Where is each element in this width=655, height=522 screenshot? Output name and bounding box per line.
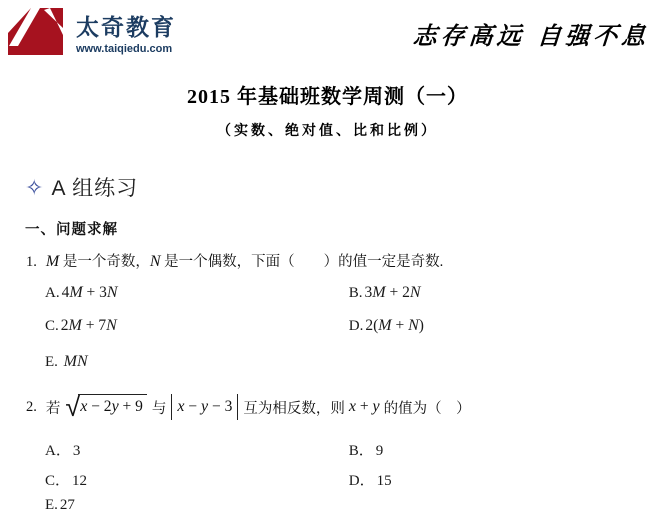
question-1-stem xyxy=(26,250,443,271)
brand-block xyxy=(76,9,176,55)
math-var: M xyxy=(45,253,60,270)
brand-url: www.taiqiedu.com xyxy=(76,43,173,55)
xy-expression: x + y xyxy=(348,398,380,415)
absolute-value-expression: x − y − 3 xyxy=(171,394,238,420)
option-label: B. xyxy=(348,285,363,301)
stem-text: 与 xyxy=(151,400,167,417)
option-label: E. xyxy=(45,354,58,370)
option-A: A． 3 xyxy=(45,443,81,459)
q1-options-row-1 xyxy=(45,284,421,302)
option-label: D. xyxy=(348,318,364,334)
option-C: C． 12 xyxy=(45,473,88,489)
group-heading xyxy=(25,172,138,202)
stem-text: 的值为（ ） xyxy=(383,400,471,417)
question-1-number: 1. xyxy=(26,254,37,270)
diamond-bullet-icon: ✧ xyxy=(25,175,45,200)
part-heading: 一、问题求解 xyxy=(25,222,118,238)
option-C: C. 2M + 7N xyxy=(45,317,117,334)
group-heading-label: A 组练习 xyxy=(51,177,139,200)
q2-options-row-1 xyxy=(45,439,383,460)
option-label: A. xyxy=(45,285,60,301)
question-2-stem xyxy=(26,390,471,424)
q2-options-row-2 xyxy=(45,469,392,490)
stem-text: 是一个偶数，下面（ ）的值一定是奇数. xyxy=(160,254,444,270)
option-E: E. MN xyxy=(45,353,88,370)
option-B: B. 3M + 2N xyxy=(348,284,421,301)
math-var: N xyxy=(149,253,161,270)
sqrt-expression: √ x − 2y + 9 xyxy=(65,394,147,421)
option-A: A. 4M + 3N xyxy=(45,284,118,301)
q1-options-row-2 xyxy=(45,317,424,335)
radical-sign: √ xyxy=(65,391,81,423)
page-subtitle: （实数、绝对值、比和比例） xyxy=(217,124,438,139)
q2-options-row-3 xyxy=(45,497,345,514)
option-E: E. 27 xyxy=(45,497,75,513)
option-D: D. 2(M + N) xyxy=(348,317,424,334)
taiqi-logo-icon xyxy=(8,8,63,55)
calligraphy-motto: 志存高远 自强不息 xyxy=(411,21,650,50)
stem-text: 是一个奇数， xyxy=(59,254,150,270)
brand-name: 太奇教育 xyxy=(76,14,176,40)
q1-options-row-3 xyxy=(45,353,345,371)
stem-text: 互为相反数，则 xyxy=(243,400,345,417)
option-D: D． 15 xyxy=(348,473,392,489)
option-label: C. xyxy=(45,318,59,334)
question-2-number: 2. xyxy=(26,398,37,415)
page-title: 2015 年基础班数学周测（一） xyxy=(187,86,468,108)
stem-text: 若 xyxy=(45,400,61,417)
option-B: B． 9 xyxy=(348,443,384,459)
taiqi-logo xyxy=(8,8,63,55)
